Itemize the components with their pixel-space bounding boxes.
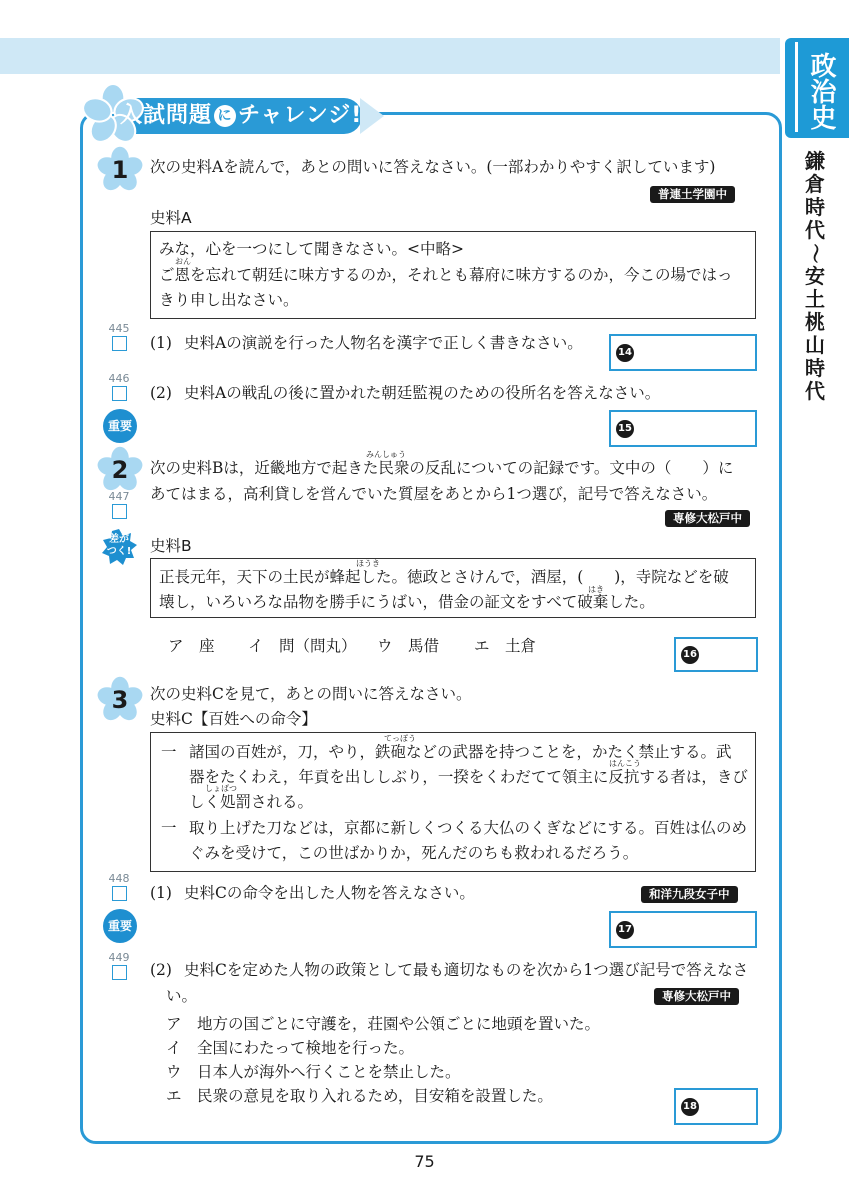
source-line: しく処罰される。 xyxy=(189,793,314,811)
subquestion-text: 史料Cの命令を出した人物を答えなさい。 xyxy=(184,884,475,902)
school-tag: 専修大松戸中 xyxy=(665,510,750,527)
source-box xyxy=(150,732,756,872)
important-badge-label: 重要 xyxy=(107,919,132,933)
answer-number-icon: 15 xyxy=(616,420,634,438)
sagatsuku-label-1: 差が xyxy=(109,534,129,545)
checkbox[interactable] xyxy=(112,965,127,980)
banner-arrow xyxy=(360,98,384,134)
source-line: ご恩を忘れて朝廷に味方するのか，それとも幕府に味方するのか，今この場ではっ xyxy=(159,266,733,284)
subquestion-number: (2) xyxy=(150,961,172,979)
question-text: あてはまる，高利貸しを営んでいた質屋をあとから1つ選び，記号で答えなさい。 xyxy=(150,485,718,503)
answer-box[interactable] xyxy=(609,410,757,447)
question-intro: 次の史料Aを読んで，あとの問いに答えなさい。(一部わかりやすく訳しています) xyxy=(150,158,716,176)
school-tag: 専修大松戸中 xyxy=(654,988,739,1005)
subquestion-text: 史料Aの戦乱の後に置かれた朝廷監視のための役所名を答えなさい。 xyxy=(184,384,661,402)
question-id: 446 xyxy=(108,372,130,385)
source-line: 壊し，いろいろな品物を勝手にうばい，借金の証文をすべて破棄した。 xyxy=(159,593,655,611)
choice-item[interactable]: エ 民衆の意見を取り入れるため，目安箱を設置した。 xyxy=(166,1087,553,1105)
choice-item[interactable]: ウ 馬借 xyxy=(377,637,440,655)
subquestion-number: (1) xyxy=(150,884,172,902)
school-tag: 和洋九段女子中 xyxy=(641,886,738,903)
sagatsuku-label-2: つく! xyxy=(106,546,132,557)
ruby: てっぽう xyxy=(384,734,416,743)
ruby: しょばつ xyxy=(205,784,237,793)
checkbox[interactable] xyxy=(112,886,127,901)
question-number: 1 xyxy=(111,156,129,184)
subject-title: 政治史 xyxy=(806,52,836,130)
ruby: みんしゅう xyxy=(366,450,406,459)
choice-item[interactable]: イ 全国にわたって検地を行った。 xyxy=(166,1039,415,1057)
important-badge-label: 重要 xyxy=(107,419,132,433)
question-text: 次の史料Bは，近畿地方で起きた民衆の反乱についての記録です。文中の（ ）に xyxy=(150,459,734,477)
question-id: 448 xyxy=(108,872,130,885)
source-line: 諸国の百姓が，刀，やり，鉄砲などの武器を持つことを，かたく禁止する。武 xyxy=(189,743,732,761)
checkbox[interactable] xyxy=(112,336,127,351)
checkbox[interactable] xyxy=(112,504,127,519)
banner-title: 入試問題 に チャレンジ! xyxy=(120,103,363,128)
source-line: きり申し出なさい。 xyxy=(159,291,299,309)
school-tag: 普連土学園中 xyxy=(650,186,735,203)
source-bullet: 一 xyxy=(161,743,177,761)
subquestion-number: (1) xyxy=(150,334,172,352)
source-line: 取り上げた刀などは，京都に新しくつくる大仏のくぎなどにする。百姓は仏のめ xyxy=(189,819,748,837)
answer-number-icon: 18 xyxy=(681,1098,699,1116)
source-box xyxy=(150,558,756,618)
question-number: 2 xyxy=(111,456,129,484)
answer-box[interactable] xyxy=(609,334,757,371)
subquestion-text: 史料Aの演説を行った人物名を漢字で正しく書きなさい。 xyxy=(184,334,583,352)
ruby: おん xyxy=(175,257,191,266)
ruby: はんこう xyxy=(609,759,641,768)
source-bullet: 一 xyxy=(161,819,177,837)
ruby: ほうき xyxy=(356,559,380,568)
answer-number-icon: 17 xyxy=(616,921,634,939)
answer-number-icon: 14 xyxy=(616,344,634,362)
source-label: 史料C【百姓への命令】 xyxy=(150,710,317,728)
answer-box[interactable] xyxy=(674,637,758,672)
page-number: 75 xyxy=(414,1152,435,1171)
source-line: みな，心を一つにして聞きなさい。<中略> xyxy=(159,240,464,258)
ruby: はき xyxy=(588,585,604,594)
choice-item[interactable]: ア 座 xyxy=(168,637,215,655)
question-id: 447 xyxy=(108,490,130,503)
choice-item[interactable]: ア 地方の国ごとに守護を，荘園や公領ごとに地頭を置いた。 xyxy=(166,1015,601,1033)
subquestion-number: (2) xyxy=(150,384,172,402)
source-line: 正長元年，天下の土民が蜂起した。徳政とさけんで，酒屋，( )，寺院などを破 xyxy=(159,568,729,586)
header-band xyxy=(0,38,780,74)
question-number: 3 xyxy=(111,686,129,714)
question-intro: 次の史料Cを見て，あとの問いに答えなさい。 xyxy=(150,685,472,703)
source-box xyxy=(150,231,756,319)
question-id: 449 xyxy=(108,951,130,964)
source-label: 史料A xyxy=(150,209,192,227)
era-label: 鎌 倉 時 代 ～ 安 土 桃 山 時 代 xyxy=(803,149,828,403)
answer-box[interactable] xyxy=(674,1088,758,1125)
answer-number-icon: 16 xyxy=(681,646,699,664)
answer-box[interactable] xyxy=(609,911,757,948)
source-line: 器をたくわえ，年貢を出ししぶり，一揆をくわだてて領主に反抗する者は，きび xyxy=(189,768,748,786)
choice-item[interactable]: エ 土倉 xyxy=(474,637,537,655)
subquestion-text: い。 xyxy=(166,987,198,1005)
subquestion-text: 史料Cを定めた人物の政策として最も適切なものを次から1つ選び記号で答えなさ xyxy=(184,961,749,979)
source-label: 史料B xyxy=(150,537,192,555)
checkbox[interactable] xyxy=(112,386,127,401)
choice-item[interactable]: イ 問（問丸） xyxy=(248,637,357,655)
source-line: ぐみを受けて，この世ばかりか，死んだのちも救われるだろう。 xyxy=(189,844,639,862)
choice-item[interactable]: ウ 日本人が海外へ行くことを禁止した。 xyxy=(166,1063,461,1081)
subject-tab xyxy=(785,38,849,138)
question-id: 445 xyxy=(108,322,130,335)
